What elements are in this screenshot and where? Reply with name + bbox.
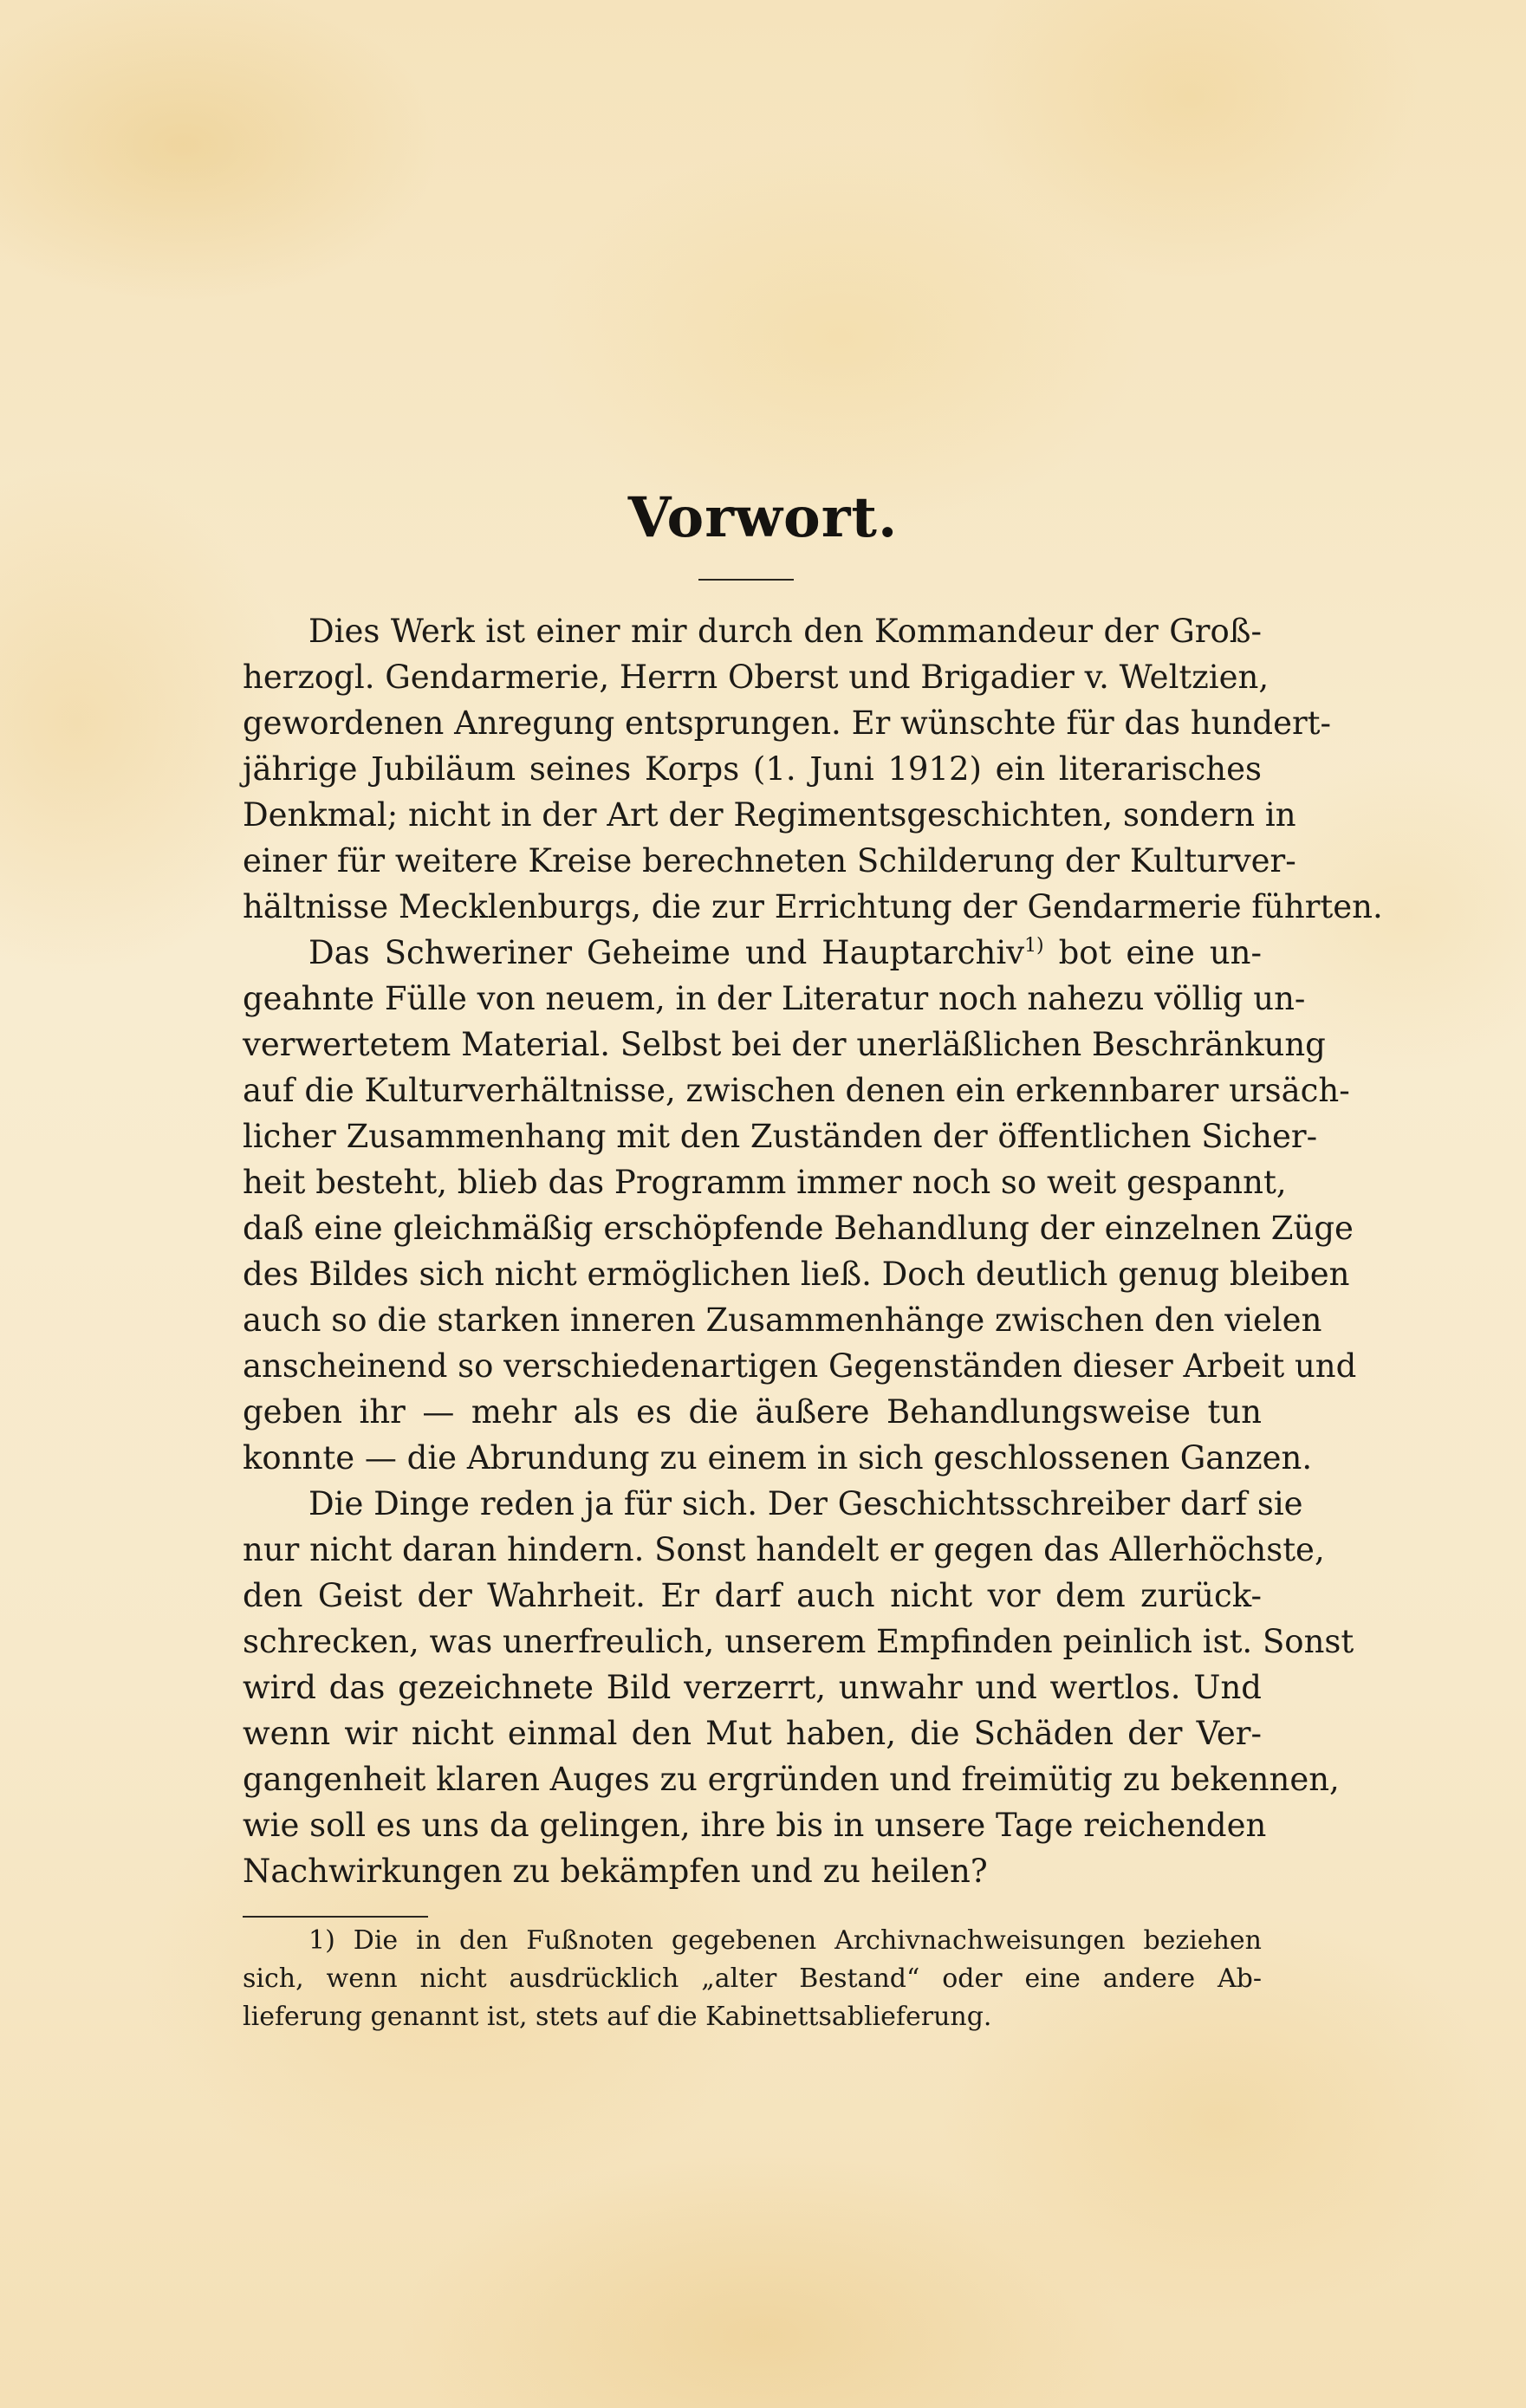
text-line: geben ihr — mehr als es die äußere Behandlungsweise tun (243, 1393, 1262, 1431)
text-line: Dies Werk ist einer mir durch den Kommandeur der Groß- (308, 613, 1262, 650)
text-line: licher Zusammenhang mit den Zuständen der öffentlichen Sicher- (243, 1118, 1318, 1155)
text-line: anscheinend so verschiedenartigen Gegenständen dieser Arbeit und (243, 1347, 1357, 1385)
text-line: heit besteht, blieb das Programm immer noch so weit gespannt, (243, 1164, 1287, 1201)
text-line: Nachwirkungen zu bekämpfen und zu heilen? (243, 1853, 988, 1890)
text-run: Das Schweriner Geheime und Hauptarchiv (308, 934, 1025, 971)
footnote-divider (243, 1916, 428, 1918)
text-line: des Bildes sich nicht ermöglichen ließ. Doch deutlich genug bleiben (243, 1256, 1350, 1293)
text-line: schrecken, was unerfreulich, unserem Empfinden peinlich ist. Sonst (243, 1623, 1354, 1660)
paragraph (243, 930, 1357, 1481)
text-line-with-footnote-ref (243, 930, 1262, 976)
body-text (243, 608, 1383, 1894)
text-line: nur nicht daran hindern. Sonst handelt er gegen das Allerhöchste, (243, 1531, 1325, 1568)
text-line: geahnte Fülle von neuem, in der Literatur noch nahezu völlig un- (243, 980, 1306, 1017)
footnote-line: sich, wenn nicht ausdrücklich „alter Bestand“ oder eine andere Ab- (243, 1963, 1262, 1994)
paragraph (243, 1481, 1354, 1894)
text-line: Denkmal; nicht in der Art der Regimentsgeschichten, sondern in (243, 796, 1296, 834)
page-title: Vorwort. (627, 485, 899, 550)
text-line: gewordenen Anregung entsprungen. Er wünschte für das hundert- (243, 704, 1332, 742)
text-line: den Geist der Wahrheit. Er darf auch nicht vor dem zurück- (243, 1577, 1262, 1614)
text-line: einer für weitere Kreise berechneten Schilderung der Kulturver- (243, 842, 1296, 879)
text-line: auch so die starken inneren Zusammenhänge zwischen den vielen (243, 1301, 1322, 1339)
paragraph (243, 608, 1383, 930)
text-line: wenn wir nicht einmal den Mut haben, die Schäden der Ver- (243, 1715, 1262, 1752)
text-line: Die Dinge reden ja für sich. Der Geschichtsschreiber darf sie (308, 1485, 1303, 1522)
text-line: gangenheit klaren Auges zu ergründen und freimütig zu bekennen, (243, 1761, 1340, 1798)
text-run: bot eine un- (1043, 934, 1262, 971)
text-line: wie soll es uns da gelingen, ihre bis in unsere Tage reichenden (243, 1807, 1267, 1844)
text-line: wird das gezeichnete Bild verzerrt, unwahr und wertlos. Und (243, 1669, 1262, 1706)
title-divider (698, 579, 794, 581)
text-line: konnte — die Abrundung zu einem in sich geschlossenen Ganzen. (243, 1439, 1313, 1477)
text-line: jährige Jubiläum seines Korps (1. Juni 1912) ein literarisches (243, 750, 1262, 788)
footnote-reference: 1) (1024, 935, 1044, 957)
text-line: hältnisse Mecklenburgs, die zur Errichtung der Gendarmerie führten. (243, 888, 1383, 925)
text-line: daß eine gleichmäßig erschöpfende Behandlung der einzelnen Züge (243, 1210, 1354, 1247)
footnote-line: 1) Die in den Fußnoten gegebenen Archivnachweisungen beziehen (308, 1925, 1262, 1956)
footnote-line: lieferung genannt ist, stets auf die Kabinettsablieferung. (243, 2002, 992, 2032)
text-line: auf die Kulturverhältnisse, zwischen denen ein erkennbarer ursäch- (243, 1072, 1350, 1109)
footnote (243, 1922, 1262, 2036)
text-line: herzogl. Gendarmerie, Herrn Oberst und Brigadier v. Weltzien, (243, 659, 1270, 696)
text-line: verwertetem Material. Selbst bei der unerläßlichen Beschränkung (243, 1026, 1326, 1063)
